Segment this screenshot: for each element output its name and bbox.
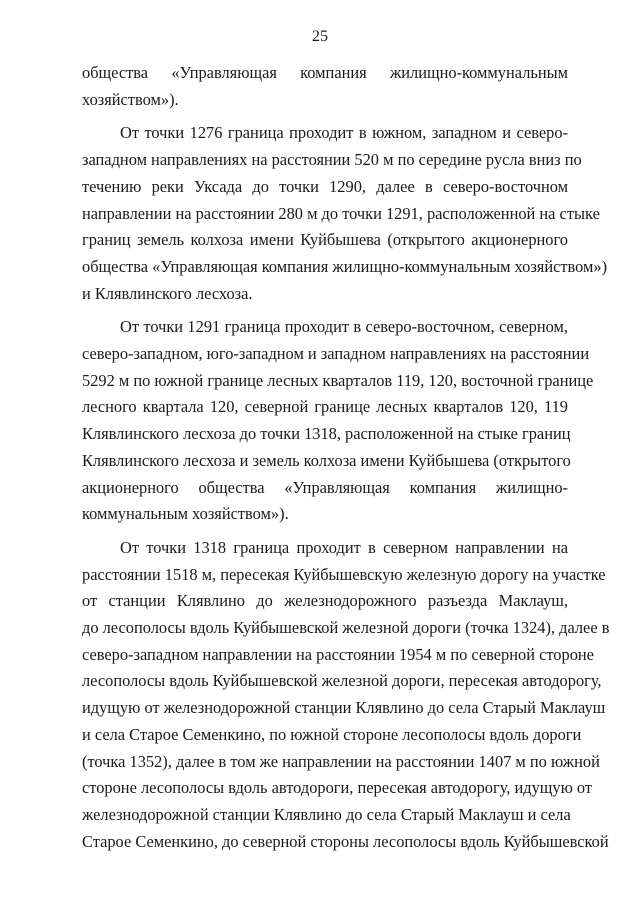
text-line: стороне лесополосы вдоль автодороги, пересекая автодорогу, идущую от — [82, 778, 593, 798]
text-line: Клявлинского лесхоза и земель колхоза имени Куйбышева (открытого — [82, 450, 571, 470]
text-line: от станции Клявлино до железнодорожного разъезда Маклауш, — [82, 591, 568, 611]
text-line: коммунальным хозяйством»). — [82, 504, 289, 524]
text-line: идущую от железнодорожной станции Клявлино до села Старый Маклауш — [82, 698, 606, 718]
text-line: От точки 1318 граница проходит в северном направлении на — [120, 537, 568, 557]
text-line: Старое Семенкино, до северной стороны лесополосы вдоль Куйбышевской — [82, 831, 609, 851]
paragraph-3 — [82, 535, 610, 855]
text-line: северо-западном направлении на расстоянии 1954 м по северной стороне — [82, 644, 594, 664]
text-line: общества «Управляющая компания жилищно-коммунальным хозяйством») — [82, 256, 608, 276]
text-line: до лесополосы вдоль Куйбышевской железной дороги (точка 1324), далее в — [82, 618, 610, 638]
text-line: (точка 1352), далее в том же направлении на расстоянии 1407 м по южной — [82, 751, 600, 771]
page-number: 25 — [312, 28, 328, 45]
text-line: и Клявлинского лесхоза. — [82, 283, 253, 303]
text-line: 5292 м по южной границе лесных кварталов 119, 120, восточной границе — [82, 370, 594, 390]
paragraph-2 — [82, 314, 594, 528]
text-line: лесного квартала 120, северной границе лесных кварталов 120, 119 — [82, 397, 568, 417]
text-line: направлении на расстоянии 280 м до точки 1291, расположенной на стыке — [82, 203, 600, 223]
text-line: акционерного общества «Управляющая компания жилищно- — [82, 477, 568, 497]
paragraph-0 — [82, 60, 568, 113]
paragraph-1 — [82, 120, 608, 307]
text-line: Клявлинского лесхоза до точки 1318, расположенной на стыке границ — [82, 424, 571, 444]
text-line: хозяйством»). — [82, 89, 179, 109]
text-line: северо-западном, юго-западном и западном направлениях на расстоянии — [82, 344, 590, 364]
text-line: границ земель колхоза имени Куйбышева (открытого акционерного — [82, 230, 568, 250]
text-line: западном направлениях на расстоянии 520 м по середине русла вниз по — [82, 150, 582, 170]
document-body — [82, 60, 610, 855]
text-line: железнодорожной станции Клявлино до села Старый Маклауш и села — [82, 804, 571, 824]
text-line: От точки 1276 граница проходит в южном, западном и северо- — [120, 123, 568, 143]
text-line: От точки 1291 граница проходит в северо-восточном, северном, — [120, 317, 568, 337]
text-line: и села Старое Семенкино, по южной стороне лесополосы вдоль дороги — [82, 724, 582, 744]
text-line: лесополосы вдоль Куйбышевской железной дороги, пересекая автодорогу, — [82, 671, 602, 691]
text-line: течению реки Уксада до точки 1290, далее в северо-восточном — [82, 176, 568, 196]
text-line: общества «Управляющая компания жилищно-коммунальным — [82, 63, 568, 82]
text-line: расстоянии 1518 м, пересекая Куйбышевскую железную дорогу на участке — [82, 564, 606, 584]
